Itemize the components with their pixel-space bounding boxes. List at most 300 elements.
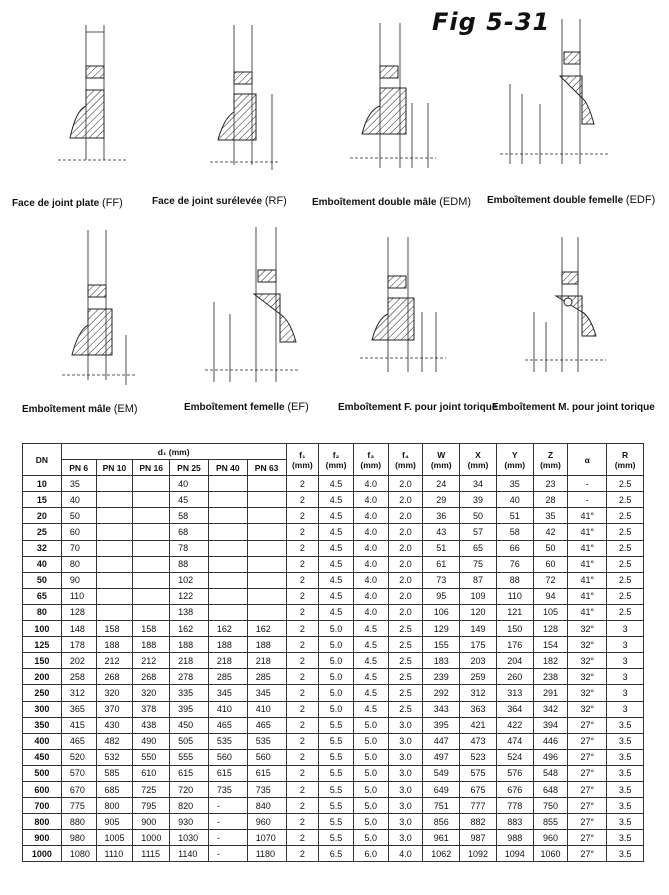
table-cell: 560 bbox=[247, 749, 286, 765]
table-cell: 80 bbox=[61, 556, 96, 572]
header-r: R (mm) bbox=[607, 444, 644, 476]
table-cell: 422 bbox=[496, 717, 533, 733]
table-cell: 840 bbox=[247, 798, 286, 814]
table-cell: 32° bbox=[568, 701, 607, 717]
table-cell: 855 bbox=[533, 814, 568, 830]
table-cell: 2 bbox=[286, 846, 319, 862]
table-cell: 188 bbox=[208, 637, 247, 653]
table-cell: 5.5 bbox=[319, 749, 354, 765]
table-cell: 2 bbox=[286, 685, 319, 701]
table-cell: 5.0 bbox=[353, 717, 388, 733]
table-cell: 50 bbox=[533, 540, 568, 556]
table-cell: 129 bbox=[423, 621, 460, 637]
table-cell: 218 bbox=[170, 653, 209, 669]
table-cell: 3.5 bbox=[607, 814, 644, 830]
table-cell: 218 bbox=[208, 653, 247, 669]
table-cell: 421 bbox=[460, 717, 497, 733]
table-cell: 285 bbox=[247, 669, 286, 685]
table-cell: 465 bbox=[61, 733, 96, 749]
table-cell bbox=[133, 604, 170, 620]
table-cell: 4.5 bbox=[353, 685, 388, 701]
table-cell: 45 bbox=[170, 492, 209, 508]
table-cell: 735 bbox=[208, 781, 247, 797]
table-cell: 5.0 bbox=[353, 733, 388, 749]
table-cell: 395 bbox=[423, 717, 460, 733]
table-cell: 1180 bbox=[247, 846, 286, 862]
table-cell bbox=[208, 524, 247, 540]
table-cell bbox=[96, 604, 133, 620]
table-cell: 505 bbox=[170, 733, 209, 749]
table-cell: 40 bbox=[496, 492, 533, 508]
table-cell: 121 bbox=[496, 604, 533, 620]
table-cell: 24 bbox=[423, 476, 460, 492]
table-cell: 94 bbox=[533, 588, 568, 604]
table-cell: 343 bbox=[423, 701, 460, 717]
table-cell: 5.0 bbox=[319, 653, 354, 669]
diagram-em bbox=[62, 225, 142, 390]
table-cell: - bbox=[568, 492, 607, 508]
table-cell: 41° bbox=[568, 556, 607, 572]
table-cell: 430 bbox=[96, 717, 133, 733]
table-cell bbox=[208, 588, 247, 604]
table-cell: 856 bbox=[423, 814, 460, 830]
table-cell: 676 bbox=[496, 781, 533, 797]
table-cell: 178 bbox=[61, 637, 96, 653]
table-cell: 560 bbox=[208, 749, 247, 765]
table-row bbox=[23, 830, 644, 846]
table-cell: 4.5 bbox=[319, 508, 354, 524]
table-cell: 2.5 bbox=[607, 524, 644, 540]
table-cell: 4.5 bbox=[319, 556, 354, 572]
table-cell: - bbox=[208, 846, 247, 862]
cell-dn: 400 bbox=[23, 733, 62, 749]
table-cell: 204 bbox=[496, 653, 533, 669]
table-row bbox=[23, 765, 644, 781]
header-f1: f₁ (mm) bbox=[286, 444, 319, 476]
table-cell: 70 bbox=[61, 540, 96, 556]
table-cell: 72 bbox=[533, 572, 568, 588]
table-cell: 3 bbox=[607, 685, 644, 701]
cell-dn: 250 bbox=[23, 685, 62, 701]
table-cell: 4.0 bbox=[353, 524, 388, 540]
table-cell: 1092 bbox=[460, 846, 497, 862]
header-f2: f₂ (mm) bbox=[319, 444, 354, 476]
table-cell: 1115 bbox=[133, 846, 170, 862]
header-dn: DN bbox=[23, 444, 62, 476]
table-cell: 105 bbox=[533, 604, 568, 620]
table-cell: 988 bbox=[496, 830, 533, 846]
table-cell: 365 bbox=[61, 701, 96, 717]
table-cell: 1005 bbox=[96, 830, 133, 846]
table-cell: 5.0 bbox=[319, 701, 354, 717]
table-cell: 720 bbox=[170, 781, 209, 797]
header-pn6: PN 6 bbox=[61, 460, 96, 476]
table-cell: 3.5 bbox=[607, 733, 644, 749]
table-cell bbox=[96, 556, 133, 572]
table-cell: 176 bbox=[496, 637, 533, 653]
header-f3: f₃ (mm) bbox=[353, 444, 388, 476]
table-row bbox=[23, 588, 644, 604]
cell-dn: 100 bbox=[23, 621, 62, 637]
table-cell: 175 bbox=[460, 637, 497, 653]
table-cell: 2.5 bbox=[607, 476, 644, 492]
cell-dn: 80 bbox=[23, 604, 62, 620]
table-cell: 1070 bbox=[247, 830, 286, 846]
table-row bbox=[23, 733, 644, 749]
table-cell: 320 bbox=[96, 685, 133, 701]
table-cell: 775 bbox=[61, 798, 96, 814]
table-cell: 260 bbox=[496, 669, 533, 685]
header-pn40: PN 40 bbox=[208, 460, 247, 476]
table-cell: 90 bbox=[61, 572, 96, 588]
table-cell bbox=[247, 588, 286, 604]
table-cell: 4.0 bbox=[353, 604, 388, 620]
table-cell: 5.0 bbox=[353, 798, 388, 814]
table-cell bbox=[247, 540, 286, 556]
table-cell: 370 bbox=[96, 701, 133, 717]
table-cell: 188 bbox=[133, 637, 170, 653]
cell-dn: 900 bbox=[23, 830, 62, 846]
header-x: X (mm) bbox=[460, 444, 497, 476]
table-cell: 68 bbox=[170, 524, 209, 540]
table-cell: 2 bbox=[286, 669, 319, 685]
table-cell: 27° bbox=[568, 733, 607, 749]
table-cell: 41° bbox=[568, 524, 607, 540]
table-cell: 570 bbox=[61, 765, 96, 781]
table-cell: 2.5 bbox=[607, 556, 644, 572]
table-cell: 182 bbox=[533, 653, 568, 669]
header-pn10: PN 10 bbox=[96, 460, 133, 476]
table-body bbox=[23, 476, 644, 862]
table-cell: 2 bbox=[286, 765, 319, 781]
table-cell: 524 bbox=[496, 749, 533, 765]
table-cell bbox=[133, 524, 170, 540]
table-cell: 5.5 bbox=[319, 717, 354, 733]
table-cell: 961 bbox=[423, 830, 460, 846]
table-cell bbox=[247, 524, 286, 540]
table-cell: 110 bbox=[61, 588, 96, 604]
table-cell: 29 bbox=[423, 492, 460, 508]
table-cell: 32° bbox=[568, 653, 607, 669]
table-cell: 523 bbox=[460, 749, 497, 765]
table-row bbox=[23, 637, 644, 653]
table-row bbox=[23, 604, 644, 620]
table-cell: 149 bbox=[460, 621, 497, 637]
table-cell: 2.0 bbox=[388, 540, 423, 556]
table-cell bbox=[96, 540, 133, 556]
table-row bbox=[23, 701, 644, 717]
table-cell: 4.0 bbox=[353, 572, 388, 588]
table-cell: 2 bbox=[286, 572, 319, 588]
table-cell: 4.5 bbox=[353, 701, 388, 717]
table-cell: 27° bbox=[568, 717, 607, 733]
table-cell: 2 bbox=[286, 621, 319, 637]
table-cell: 532 bbox=[96, 749, 133, 765]
table-cell: 1060 bbox=[533, 846, 568, 862]
table-cell: 2.0 bbox=[388, 476, 423, 492]
table-cell: 3 bbox=[607, 621, 644, 637]
table-cell: 2.5 bbox=[607, 492, 644, 508]
header-pn16: PN 16 bbox=[133, 460, 170, 476]
cell-dn: 40 bbox=[23, 556, 62, 572]
table-cell: 5.0 bbox=[353, 814, 388, 830]
table-cell: 670 bbox=[61, 781, 96, 797]
table-cell bbox=[208, 604, 247, 620]
table-cell: 3 bbox=[607, 669, 644, 685]
table-cell: 2.0 bbox=[388, 604, 423, 620]
table-cell bbox=[96, 572, 133, 588]
table-cell: 2.5 bbox=[607, 604, 644, 620]
table-cell: 496 bbox=[533, 749, 568, 765]
table-cell: 65 bbox=[460, 540, 497, 556]
table-cell: 4.0 bbox=[353, 476, 388, 492]
table-cell: 312 bbox=[61, 685, 96, 701]
table-cell: 4.5 bbox=[319, 524, 354, 540]
table-cell: 188 bbox=[247, 637, 286, 653]
table-cell: 378 bbox=[133, 701, 170, 717]
table-cell: 60 bbox=[61, 524, 96, 540]
table-cell: 58 bbox=[496, 524, 533, 540]
table-cell: 960 bbox=[247, 814, 286, 830]
table-cell bbox=[247, 604, 286, 620]
table-cell: 128 bbox=[61, 604, 96, 620]
table-cell: 550 bbox=[133, 749, 170, 765]
caption-eft: Emboîtement F. pour joint torique bbox=[338, 402, 498, 413]
table-cell: 4.0 bbox=[388, 846, 423, 862]
caption-edf: Emboîtement double femelle (EDF) bbox=[487, 194, 656, 206]
table-cell: 76 bbox=[496, 556, 533, 572]
table-cell: 1000 bbox=[133, 830, 170, 846]
table-cell: 980 bbox=[61, 830, 96, 846]
table-cell: 615 bbox=[170, 765, 209, 781]
table-cell: 138 bbox=[170, 604, 209, 620]
table-cell: 930 bbox=[170, 814, 209, 830]
table-cell: 648 bbox=[533, 781, 568, 797]
table-cell: 27° bbox=[568, 765, 607, 781]
table-row bbox=[23, 781, 644, 797]
caption-ef: Emboîtement femelle (EF) bbox=[184, 401, 309, 413]
table-cell: 615 bbox=[247, 765, 286, 781]
table-cell: 35 bbox=[61, 476, 96, 492]
table-cell: 2 bbox=[286, 653, 319, 669]
table-cell: 675 bbox=[460, 781, 497, 797]
table-cell: 2.5 bbox=[607, 540, 644, 556]
table-cell: 313 bbox=[496, 685, 533, 701]
table-cell: 5.5 bbox=[319, 781, 354, 797]
table-row bbox=[23, 508, 644, 524]
table-cell: 465 bbox=[247, 717, 286, 733]
table-cell: 4.0 bbox=[353, 492, 388, 508]
table-cell: 5.0 bbox=[319, 637, 354, 653]
cell-dn: 125 bbox=[23, 637, 62, 653]
table-cell: 292 bbox=[423, 685, 460, 701]
table-cell: 1062 bbox=[423, 846, 460, 862]
header-w: W (mm) bbox=[423, 444, 460, 476]
table-cell: - bbox=[208, 798, 247, 814]
table-cell: 1080 bbox=[61, 846, 96, 862]
table-cell: 4.5 bbox=[319, 572, 354, 588]
table-row bbox=[23, 814, 644, 830]
diagram-eft bbox=[360, 232, 450, 382]
table-cell: 5.0 bbox=[353, 765, 388, 781]
table-cell bbox=[96, 588, 133, 604]
table-cell: 155 bbox=[423, 637, 460, 653]
table-cell: 5.5 bbox=[319, 814, 354, 830]
cell-dn: 15 bbox=[23, 492, 62, 508]
table-cell: 75 bbox=[460, 556, 497, 572]
header-pn63: PN 63 bbox=[247, 460, 286, 476]
table-cell: 3.0 bbox=[388, 830, 423, 846]
table-cell: 41° bbox=[568, 604, 607, 620]
cell-dn: 500 bbox=[23, 765, 62, 781]
table-row bbox=[23, 476, 644, 492]
table-cell: 66 bbox=[496, 540, 533, 556]
table-cell: 5.0 bbox=[353, 830, 388, 846]
table-cell: 576 bbox=[496, 765, 533, 781]
caption-edm: Emboîtement double mâle (EDM) bbox=[312, 196, 472, 208]
table-cell: 820 bbox=[170, 798, 209, 814]
table-cell: 110 bbox=[496, 588, 533, 604]
table-cell: 4.5 bbox=[319, 588, 354, 604]
table-cell: 41° bbox=[568, 540, 607, 556]
table-cell: 535 bbox=[208, 733, 247, 749]
table-cell: 987 bbox=[460, 830, 497, 846]
table-cell: 610 bbox=[133, 765, 170, 781]
table-cell: 685 bbox=[96, 781, 133, 797]
table-cell: 58 bbox=[170, 508, 209, 524]
table-cell: 162 bbox=[247, 621, 286, 637]
cell-dn: 200 bbox=[23, 669, 62, 685]
table-cell: 320 bbox=[133, 685, 170, 701]
table-cell: 363 bbox=[460, 701, 497, 717]
table-cell: 778 bbox=[496, 798, 533, 814]
table-cell: 395 bbox=[170, 701, 209, 717]
table-cell: 188 bbox=[170, 637, 209, 653]
header-pn25: PN 25 bbox=[170, 460, 209, 476]
table-cell: 36 bbox=[423, 508, 460, 524]
table-cell: 520 bbox=[61, 749, 96, 765]
table-cell bbox=[133, 492, 170, 508]
table-cell: 4.0 bbox=[353, 588, 388, 604]
table-cell: 880 bbox=[61, 814, 96, 830]
table-cell: 2.0 bbox=[388, 572, 423, 588]
table-cell: 39 bbox=[460, 492, 497, 508]
table-cell: 27° bbox=[568, 814, 607, 830]
table-cell: 148 bbox=[61, 621, 96, 637]
table-cell: 4.5 bbox=[353, 669, 388, 685]
flange-dimensions-table bbox=[22, 443, 644, 862]
cell-dn: 450 bbox=[23, 749, 62, 765]
table-cell: 4.5 bbox=[319, 540, 354, 556]
table-cell: 4.5 bbox=[319, 492, 354, 508]
table-cell: 2 bbox=[286, 508, 319, 524]
table-cell: 6.5 bbox=[319, 846, 354, 862]
table-cell: 2 bbox=[286, 733, 319, 749]
table-cell: 60 bbox=[533, 556, 568, 572]
table-cell: 497 bbox=[423, 749, 460, 765]
table-cell: 415 bbox=[61, 717, 96, 733]
table-cell: 102 bbox=[170, 572, 209, 588]
table-cell: 61 bbox=[423, 556, 460, 572]
table-cell: 751 bbox=[423, 798, 460, 814]
table-cell: 238 bbox=[533, 669, 568, 685]
cell-dn: 10 bbox=[23, 476, 62, 492]
table-cell: 27° bbox=[568, 781, 607, 797]
table-cell: 2.0 bbox=[388, 524, 423, 540]
table-cell: 482 bbox=[96, 733, 133, 749]
table-cell: 2 bbox=[286, 588, 319, 604]
table-cell: 585 bbox=[96, 765, 133, 781]
table-cell: 43 bbox=[423, 524, 460, 540]
table-cell: 2.0 bbox=[388, 492, 423, 508]
figure-title: Fig 5-31 bbox=[432, 8, 551, 36]
table-cell: 1094 bbox=[496, 846, 533, 862]
table-cell: 3.5 bbox=[607, 830, 644, 846]
table-cell: 4.0 bbox=[353, 540, 388, 556]
table-cell: 41° bbox=[568, 508, 607, 524]
table-cell: 549 bbox=[423, 765, 460, 781]
table-cell: 32° bbox=[568, 621, 607, 637]
header-z: Z (mm) bbox=[533, 444, 568, 476]
table-cell: 795 bbox=[133, 798, 170, 814]
table-cell: 291 bbox=[533, 685, 568, 701]
table-cell: 410 bbox=[208, 701, 247, 717]
table-cell bbox=[133, 572, 170, 588]
table-cell: 2.5 bbox=[388, 653, 423, 669]
table-cell: 3 bbox=[607, 653, 644, 669]
table-cell: 2.0 bbox=[388, 508, 423, 524]
cell-dn: 65 bbox=[23, 588, 62, 604]
table-cell: 3.0 bbox=[388, 781, 423, 797]
table-row bbox=[23, 556, 644, 572]
table-cell: 800 bbox=[96, 798, 133, 814]
table-cell: 27° bbox=[568, 798, 607, 814]
table-cell: - bbox=[568, 476, 607, 492]
table-cell: 162 bbox=[208, 621, 247, 637]
table-cell: 2 bbox=[286, 476, 319, 492]
table-cell: 158 bbox=[96, 621, 133, 637]
table-cell: 555 bbox=[170, 749, 209, 765]
table-cell: 57 bbox=[460, 524, 497, 540]
table-cell bbox=[247, 476, 286, 492]
table-cell: 5.0 bbox=[353, 781, 388, 797]
table-cell: 41° bbox=[568, 572, 607, 588]
table-cell bbox=[247, 556, 286, 572]
table-cell: 122 bbox=[170, 588, 209, 604]
table-cell: 2 bbox=[286, 717, 319, 733]
table-cell bbox=[133, 556, 170, 572]
table-cell bbox=[208, 572, 247, 588]
table-cell bbox=[133, 508, 170, 524]
table-cell: 438 bbox=[133, 717, 170, 733]
table-row bbox=[23, 846, 644, 862]
table-cell bbox=[208, 508, 247, 524]
table-cell: 51 bbox=[496, 508, 533, 524]
table-cell: 535 bbox=[247, 733, 286, 749]
table-cell: 40 bbox=[61, 492, 96, 508]
table-cell: 4.0 bbox=[353, 508, 388, 524]
table-cell: 345 bbox=[247, 685, 286, 701]
table-cell: 4.5 bbox=[353, 621, 388, 637]
caption-emt: Emboîtement M. pour joint torique bbox=[492, 402, 655, 413]
table-cell: 120 bbox=[460, 604, 497, 620]
table-cell: 2.5 bbox=[388, 701, 423, 717]
table-cell: 3 bbox=[607, 637, 644, 653]
table-row bbox=[23, 572, 644, 588]
table-cell: 2 bbox=[286, 540, 319, 556]
table-cell: 4.5 bbox=[319, 476, 354, 492]
table-cell: 3.0 bbox=[388, 749, 423, 765]
